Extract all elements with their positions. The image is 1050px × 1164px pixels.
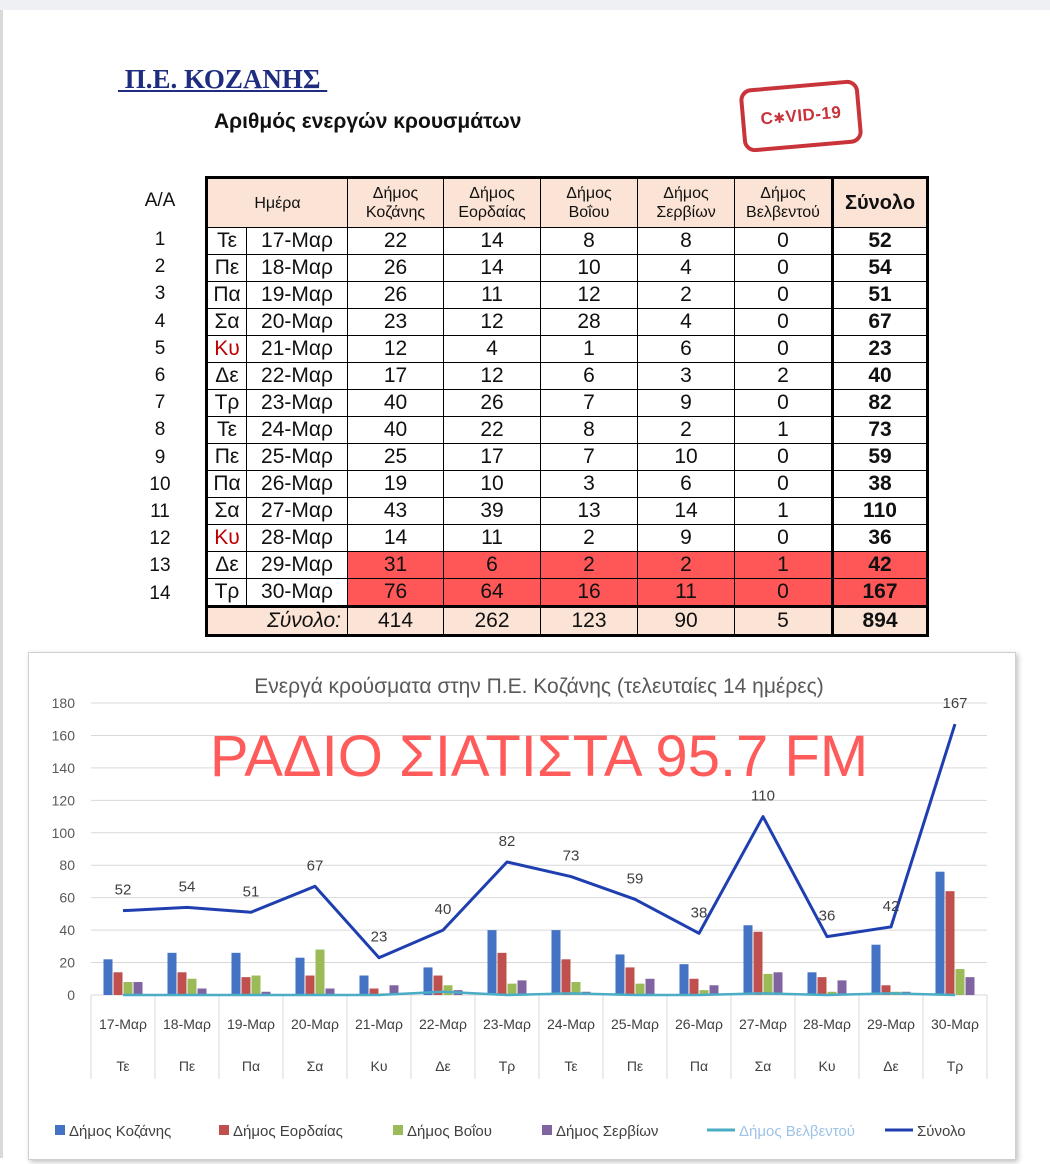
weekday-cell: Τρ (207, 579, 247, 607)
value-cell-k: 14 (348, 525, 444, 552)
x-tick-label: 30-Μαρ (931, 1016, 979, 1032)
table-row (207, 471, 928, 498)
value-cell-b: 0 (735, 390, 833, 417)
weekday-cell: Τε (207, 417, 247, 444)
cases-chart (29, 653, 1015, 1159)
value-cell-v: 1 (541, 336, 638, 363)
legend-label: Δήμος Σερβίων (556, 1123, 659, 1140)
y-tick-label: 160 (51, 727, 75, 744)
value-cell-k: 43 (348, 498, 444, 525)
value-cell-v: 7 (541, 444, 638, 471)
value-cell-v: 2 (541, 525, 638, 552)
value-cell-b: 2 (735, 363, 833, 390)
x-tick-label: 28-Μαρ (803, 1016, 851, 1032)
value-cell-v: 12 (541, 282, 638, 309)
table-row (207, 552, 928, 579)
bar-mark (956, 969, 965, 995)
value-cell-b: 0 (735, 228, 833, 255)
weekday-cell: Δε (207, 363, 247, 390)
date-cell: 18-Μαρ (247, 255, 348, 282)
date-cell: 24-Μαρ (247, 417, 348, 444)
value-cell-v: 6 (541, 363, 638, 390)
bar-mark (562, 959, 571, 995)
x-weekday-label: Τρ (946, 1058, 964, 1074)
bar-mark (808, 972, 817, 995)
x-weekday-label: Τε (116, 1058, 130, 1074)
footer-label: Σύνολο: (207, 607, 348, 636)
value-cell-k: 26 (348, 282, 444, 309)
y-tick-label: 100 (51, 824, 75, 841)
data-label: 67 (306, 857, 324, 875)
bar-mark (316, 950, 325, 995)
x-weekday-label: Πα (241, 1058, 261, 1074)
bar-mark (296, 958, 305, 995)
header-servia: Δήμος Σερβίων (638, 178, 735, 228)
data-label: 38 (690, 904, 708, 922)
x-tick-label: 24-Μαρ (547, 1016, 595, 1032)
x-tick-label: 25-Μαρ (611, 1016, 659, 1032)
value-cell-e: 14 (444, 228, 541, 255)
header-total: Σύνολο (833, 178, 928, 228)
date-cell: 27-Μαρ (247, 498, 348, 525)
header-eordaia: Δήμος Εορδαίας (444, 178, 541, 228)
value-cell-b: 0 (735, 336, 833, 363)
aa-number: 2 (154, 256, 166, 278)
bar-mark (104, 959, 113, 995)
weekday-cell: Κυ (207, 336, 247, 363)
weekday-cell: Πε (207, 255, 247, 282)
total-cell: 110 (833, 498, 928, 525)
header-kozani: Δήμος Κοζάνης (348, 178, 444, 228)
bar-mark (518, 980, 527, 995)
bar-mark (744, 925, 753, 995)
y-tick-label: 0 (67, 987, 75, 1003)
y-tick-label: 140 (51, 759, 75, 776)
x-weekday-label: Τρ (498, 1058, 516, 1074)
table-row (207, 390, 928, 417)
value-cell-b: 0 (735, 444, 833, 471)
value-cell-v: 8 (541, 417, 638, 444)
bar-mark (872, 945, 881, 995)
footer-total: 894 (833, 607, 928, 636)
bar-mark (134, 982, 143, 995)
chart-container (28, 652, 1016, 1160)
aa-number: 10 (149, 473, 171, 495)
total-cell: 51 (833, 282, 928, 309)
value-cell-e: 12 (444, 363, 541, 390)
x-weekday-label: Κυ (370, 1058, 388, 1074)
value-cell-k: 17 (348, 363, 444, 390)
weekday-cell: Σα (207, 498, 247, 525)
legend-swatch (542, 1125, 552, 1135)
value-cell-b: 1 (735, 417, 833, 444)
data-label: 73 (562, 847, 580, 865)
x-weekday-label: Δε (883, 1058, 899, 1074)
y-tick-label: 120 (51, 792, 75, 809)
total-cell: 23 (833, 336, 928, 363)
legend-swatch (219, 1125, 229, 1135)
total-cell: 73 (833, 417, 928, 444)
date-cell: 21-Μαρ (247, 336, 348, 363)
date-cell: 29-Μαρ (247, 552, 348, 579)
value-cell-v: 16 (541, 579, 638, 607)
total-cell: 40 (833, 363, 928, 390)
chart-title: Ενεργά κρούσματα στην Π.Ε. Κοζάνης (τελευταίες 14 ημέρες) (254, 675, 824, 698)
value-cell-b: 0 (735, 255, 833, 282)
x-weekday-label: Δε (435, 1058, 451, 1074)
legend-swatch (393, 1125, 403, 1135)
x-tick-label: 29-Μαρ (867, 1016, 915, 1032)
x-tick-label: 17-Μαρ (99, 1016, 147, 1032)
value-cell-k: 25 (348, 444, 444, 471)
legend-label: Δήμος Βοΐου (407, 1123, 492, 1140)
total-cell: 36 (833, 525, 928, 552)
x-weekday-label: Πε (178, 1058, 196, 1074)
table-row (207, 579, 928, 607)
bar-mark (680, 964, 689, 995)
weekday-cell: Πε (207, 444, 247, 471)
value-cell-s: 10 (638, 444, 735, 471)
value-cell-k: 22 (348, 228, 444, 255)
value-cell-k: 19 (348, 471, 444, 498)
x-weekday-label: Σα (754, 1058, 772, 1074)
table-row (207, 228, 928, 255)
aa-number: 3 (154, 283, 166, 305)
value-cell-k: 76 (348, 579, 444, 607)
x-weekday-label: Τε (564, 1058, 578, 1074)
bar-mark (252, 976, 261, 995)
legend-label: Δήμος Κοζάνης (69, 1123, 172, 1140)
aa-number: 11 (150, 501, 170, 522)
date-cell: 20-Μαρ (247, 309, 348, 336)
data-label: 82 (498, 832, 516, 850)
footer-value-s: 90 (638, 607, 735, 636)
aa-number: 8 (154, 419, 166, 441)
data-label: 110 (751, 787, 775, 805)
data-label: 51 (242, 883, 260, 901)
bar-mark (168, 953, 177, 995)
table-row (207, 309, 928, 336)
data-label: 42 (882, 897, 900, 915)
table-row (207, 444, 928, 471)
x-tick-label: 18-Μαρ (163, 1016, 211, 1032)
bar-mark (838, 980, 847, 995)
value-cell-s: 9 (638, 525, 735, 552)
x-weekday-label: Κυ (818, 1058, 836, 1074)
x-tick-label: 27-Μαρ (739, 1016, 787, 1032)
value-cell-e: 14 (444, 255, 541, 282)
value-cell-k: 26 (348, 255, 444, 282)
date-cell: 26-Μαρ (247, 471, 348, 498)
page-left-edge (0, 10, 3, 1158)
bar-mark (444, 985, 453, 995)
value-cell-v: 10 (541, 255, 638, 282)
table-row (207, 417, 928, 444)
bar-mark (242, 977, 251, 995)
aa-number: 12 (149, 528, 171, 550)
x-tick-label: 19-Μαρ (227, 1016, 275, 1032)
aa-number: 4 (154, 310, 166, 332)
bar-mark (616, 954, 625, 995)
value-cell-e: 22 (444, 417, 541, 444)
x-tick-label: 21-Μαρ (355, 1016, 403, 1032)
bar-mark (646, 979, 655, 995)
bar-mark (424, 967, 433, 995)
bar-mark (178, 972, 187, 995)
x-weekday-label: Πε (626, 1058, 644, 1074)
value-cell-b: 1 (735, 498, 833, 525)
bar-mark (754, 932, 763, 995)
x-weekday-label: Πα (689, 1058, 709, 1074)
date-cell: 19-Μαρ (247, 282, 348, 309)
value-cell-k: 12 (348, 336, 444, 363)
bar-mark (774, 972, 783, 995)
data-label: 54 (178, 878, 196, 896)
value-cell-b: 0 (735, 579, 833, 607)
header-velvento: Δήμος Βελβεντού (735, 178, 833, 228)
value-cell-s: 4 (638, 255, 735, 282)
bar-mark (124, 982, 133, 995)
value-cell-k: 40 (348, 417, 444, 444)
value-cell-k: 23 (348, 309, 444, 336)
value-cell-v: 3 (541, 471, 638, 498)
page-subtitle: Αριθμός ενεργών κρουσμάτων (214, 110, 522, 133)
y-tick-label: 180 (51, 695, 75, 711)
aa-number: 5 (154, 337, 166, 359)
total-cell: 54 (833, 255, 928, 282)
weekday-cell: Πα (207, 282, 247, 309)
footer-value-v: 123 (541, 607, 638, 636)
value-cell-e: 39 (444, 498, 541, 525)
value-cell-e: 11 (444, 525, 541, 552)
page-title: Π.Ε. ΚΟΖΑΝΗΣ (118, 64, 328, 94)
footer-value-e: 262 (444, 607, 541, 636)
weekday-cell: Δε (207, 552, 247, 579)
date-cell: 22-Μαρ (247, 363, 348, 390)
bar-mark (552, 930, 561, 995)
table-row (207, 255, 928, 282)
bar-mark (306, 976, 315, 995)
total-cell: 38 (833, 471, 928, 498)
value-cell-e: 10 (444, 471, 541, 498)
bar-mark (188, 979, 197, 995)
value-cell-v: 7 (541, 390, 638, 417)
table-row (207, 282, 928, 309)
table-row (207, 498, 928, 525)
value-cell-v: 28 (541, 309, 638, 336)
aa-number: 14 (149, 582, 171, 604)
date-cell: 17-Μαρ (247, 228, 348, 255)
total-cell: 167 (833, 579, 928, 607)
date-cell: 28-Μαρ (247, 525, 348, 552)
cases-table (205, 176, 929, 637)
header-voio: Δήμος Βοΐου (541, 178, 638, 228)
value-cell-e: 64 (444, 579, 541, 607)
value-cell-e: 26 (444, 390, 541, 417)
bar-mark (764, 974, 773, 995)
bar-mark (360, 976, 369, 995)
value-cell-s: 9 (638, 390, 735, 417)
date-cell: 30-Μαρ (247, 579, 348, 607)
value-cell-s: 4 (638, 309, 735, 336)
bar-mark (498, 953, 507, 995)
value-cell-b: 0 (735, 471, 833, 498)
data-label: 167 (942, 695, 968, 713)
value-cell-s: 6 (638, 336, 735, 363)
value-cell-e: 12 (444, 309, 541, 336)
value-cell-k: 31 (348, 552, 444, 579)
aa-number: 9 (154, 446, 166, 468)
footer-value-k: 414 (348, 607, 444, 636)
legend-label: Σύνολο (917, 1123, 966, 1140)
weekday-cell: Κυ (207, 525, 247, 552)
data-label: 52 (114, 881, 132, 899)
data-label: 36 (818, 907, 836, 925)
value-cell-s: 8 (638, 228, 735, 255)
value-cell-b: 0 (735, 525, 833, 552)
total-cell: 42 (833, 552, 928, 579)
x-tick-label: 23-Μαρ (483, 1016, 531, 1032)
legend-swatch (55, 1125, 65, 1135)
date-cell: 23-Μαρ (247, 390, 348, 417)
value-cell-e: 17 (444, 444, 541, 471)
bar-mark (966, 977, 975, 995)
value-cell-s: 14 (638, 498, 735, 525)
value-cell-s: 2 (638, 282, 735, 309)
weekday-cell: Τε (207, 228, 247, 255)
bar-mark (690, 979, 699, 995)
legend-label: Δήμος Βελβεντού (739, 1123, 856, 1140)
table-footer-row (207, 607, 928, 636)
value-cell-v: 8 (541, 228, 638, 255)
legend-label: Δήμος Εορδαίας (233, 1123, 343, 1140)
total-cell: 67 (833, 309, 928, 336)
value-cell-s: 3 (638, 363, 735, 390)
value-cell-v: 13 (541, 498, 638, 525)
y-tick-label: 60 (59, 889, 75, 906)
bar-mark (936, 872, 945, 995)
value-cell-s: 6 (638, 471, 735, 498)
value-cell-b: 0 (735, 282, 833, 309)
value-cell-e: 4 (444, 336, 541, 363)
y-tick-label: 40 (59, 922, 75, 939)
header-day: Ημέρα (207, 178, 348, 228)
value-cell-b: 0 (735, 309, 833, 336)
x-tick-label: 22-Μαρ (419, 1016, 467, 1032)
value-cell-k: 40 (348, 390, 444, 417)
data-label: 23 (370, 928, 388, 946)
bar-mark (946, 891, 955, 995)
value-cell-b: 1 (735, 552, 833, 579)
weekday-cell: Σα (207, 309, 247, 336)
value-cell-v: 2 (541, 552, 638, 579)
bar-mark (818, 977, 827, 995)
aa-number: 7 (154, 392, 166, 414)
weekday-cell: Πα (207, 471, 247, 498)
bar-mark (636, 984, 645, 995)
value-cell-s: 2 (638, 552, 735, 579)
bar-mark (114, 972, 123, 995)
aa-number: 1 (154, 229, 166, 250)
value-cell-s: 11 (638, 579, 735, 607)
total-cell: 59 (833, 444, 928, 471)
data-label: 40 (434, 901, 452, 919)
date-cell: 25-Μαρ (247, 444, 348, 471)
bar-mark (232, 953, 241, 995)
total-cell: 52 (833, 228, 928, 255)
x-tick-label: 20-Μαρ (291, 1016, 339, 1032)
aa-header: Α/Α (144, 190, 176, 211)
value-cell-s: 2 (638, 417, 735, 444)
table-row (207, 363, 928, 390)
total-cell: 82 (833, 390, 928, 417)
table-row (207, 525, 928, 552)
bar-mark (626, 967, 635, 995)
value-cell-e: 6 (444, 552, 541, 579)
top-bar (0, 0, 1050, 10)
bar-mark (488, 930, 497, 995)
x-tick-label: 26-Μαρ (675, 1016, 723, 1032)
bar-mark (508, 984, 517, 995)
covid-stamp-logo: C ✱ VID-19 (738, 79, 863, 153)
data-label: 59 (626, 870, 644, 888)
weekday-cell: Τρ (207, 390, 247, 417)
aa-number: 13 (149, 555, 171, 577)
aa-number: 6 (154, 365, 166, 386)
footer-value-b: 5 (735, 607, 833, 636)
watermark-text: ΡΑΔΙΟ ΣΙΑΤΙΣΤΑ 95.7 FM (209, 724, 869, 789)
y-tick-label: 20 (59, 954, 75, 971)
value-cell-e: 11 (444, 282, 541, 309)
y-tick-label: 80 (59, 857, 75, 874)
x-weekday-label: Σα (306, 1058, 324, 1074)
table-row (207, 336, 928, 363)
